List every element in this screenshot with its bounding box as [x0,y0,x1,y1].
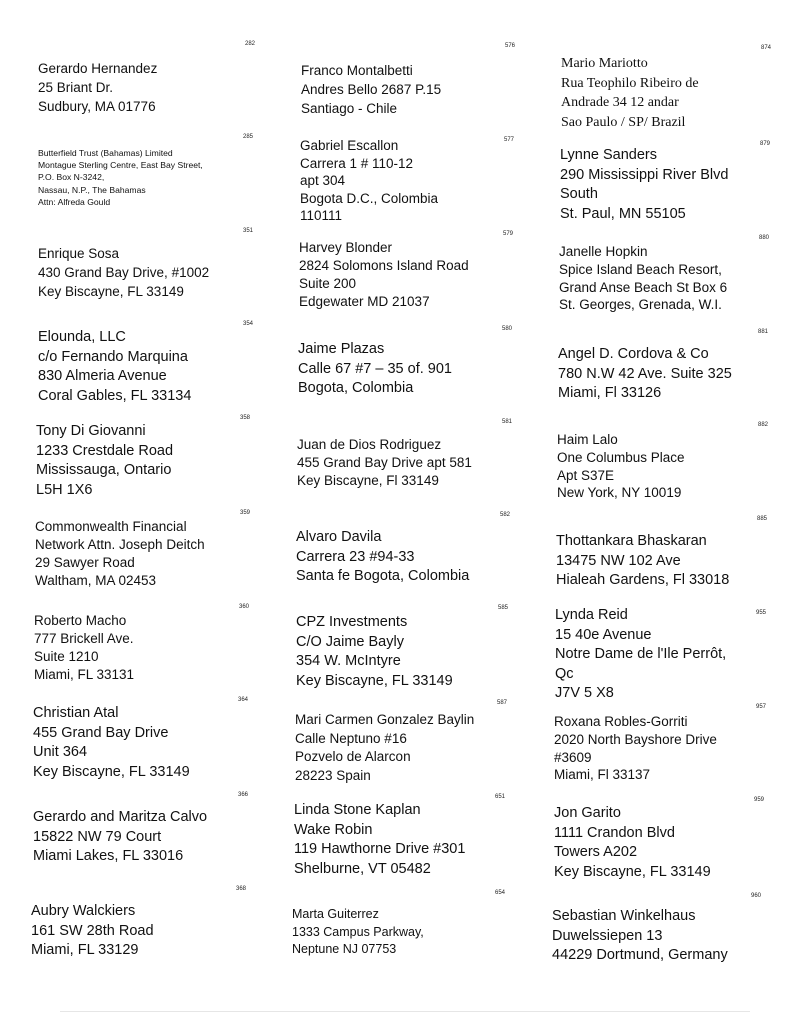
recipient-name: Jon Garito [554,805,621,821]
address-lines [298,340,538,399]
address-lines [35,518,275,590]
address-line: Rua Teophilo Ribeiro de [561,75,699,91]
address-line: New York, NY 10019 [557,485,682,501]
address-line: 1111 Crandon Blvd [554,824,675,841]
address-line: #3609 [554,749,592,765]
address-lines [295,711,535,785]
address-line: 2824 Solomons Island Road [299,258,469,273]
recipient-name: Linda Stone Kaplan [294,802,421,818]
address-line: 1333 Campus Parkway, [292,924,424,939]
address-line: Santiago - Chile [301,101,398,116]
label-number: 654 [495,890,506,896]
address-lines [297,436,537,490]
address-line: Coral Gables, FL 33134 [38,387,192,404]
address-line: Miami, FL 33129 [31,942,139,958]
address-line: 161 SW 28th Road [31,922,154,939]
address-line: 110111 [300,208,343,223]
address-line: Montague Sterling Centre, East Bay Street, [38,160,203,171]
address-line: Spice Island Beach Resort, [559,261,722,277]
address-line: P.O. Box N-3242, [38,172,105,183]
address-line: 119 Hawthorne Drive #301 [294,841,466,857]
label-number: 354 [243,321,254,327]
address-lines [31,902,271,961]
address-line: 830 Almeria Avenue [38,368,167,384]
address-line: 15 40e Avenue [555,626,652,643]
address-lines [34,612,274,684]
address-line: c/o Fernando Marquina [38,348,188,365]
address-line: Waltham, MA 02453 [35,573,157,588]
page-bottom-rule [60,1011,750,1012]
address-line: Sudbury, MA 01776 [38,99,156,114]
address-line: Suite 200 [299,276,357,291]
address-line: Key Biscayne, FL 33149 [38,284,184,299]
label-number: 960 [751,893,762,899]
address-line: 28223 Spain [295,767,371,783]
address-lines [33,808,273,867]
recipient-name: Sebastian Winkelhaus [552,908,696,924]
recipient-name: Marta Guiterrez [292,907,379,921]
recipient-name: Gerardo Hernandez [38,61,158,76]
address-lines [296,613,536,691]
address-lines [38,328,278,406]
address-line: Miami, Fl 33137 [554,767,651,783]
address-line: Wake Robin [294,821,373,838]
recipient-name: Franco Montalbetti [301,63,413,78]
address-line: Notre Dame de l'Ile Perrôt, [555,646,727,662]
address-line: Calle 67 #7 – 35 of. 901 [298,360,452,377]
address-line: Shelburne, VT 05482 [294,860,431,877]
label-number: 582 [500,512,511,518]
address-line: 15822 NW 79 Court [33,828,162,845]
address-lines [300,137,540,225]
address-lines [294,801,534,879]
address-line: Carrera 23 #94-33 [296,548,415,565]
recipient-name: Tony Di Giovanni [36,423,146,439]
address-line: Miami, Fl 33126 [558,385,662,401]
address-line: Mississauga, Ontario [36,462,172,478]
recipient-name: Alvaro Davila [296,529,382,545]
address-line: C/O Jaime Bayly [296,633,404,650]
recipient-name: Roxana Robles-Gorriti [554,714,688,729]
recipient-name: Commonwealth Financial [35,519,187,534]
label-number: 577 [504,137,515,143]
label-number: 880 [759,235,770,241]
recipient-name: Gabriel Escallon [300,138,399,153]
label-number: 285 [243,134,254,140]
label-number: 368 [236,886,247,892]
address-lines [561,54,792,132]
address-line: 354 W. McIntyre [296,653,401,669]
address-line: 29 Sawyer Road [35,555,135,570]
address-line: 25 Briant Dr. [38,80,114,95]
recipient-name: Aubry Walckiers [31,903,136,919]
recipient-name: CPZ Investments [296,614,408,630]
address-lines [33,704,273,782]
recipient-name: Mario Mariotto [561,56,648,71]
address-line: Miami, FL 33131 [34,667,135,682]
address-line: Bogota, Colombia [298,380,414,396]
recipient-name: Mari Carmen Gonzalez Baylin [295,712,475,727]
recipient-name: Janelle Hopkin [559,244,648,259]
label-number: 576 [505,43,516,49]
recipient-name: Thottankara Bhaskaran [556,533,707,549]
address-line: Unit 364 [33,744,88,760]
label-number: 360 [239,604,250,610]
address-lines [554,713,792,784]
recipient-name: Roberto Macho [34,613,127,628]
address-line: Towers A202 [554,844,638,860]
recipient-name: Haim Lalo [557,432,618,447]
address-line: apt 304 [300,173,346,188]
label-number: 587 [497,700,508,706]
address-line: 455 Grand Bay Drive [33,724,169,741]
address-line: Andrade 34 12 andar [561,95,679,110]
label-number: 282 [245,41,256,47]
label-number: 351 [243,228,254,234]
label-number: 959 [754,797,765,803]
label-number: 366 [238,792,249,798]
label-number: 581 [502,419,513,425]
address-line: Andres Bello 2687 P.15 [301,82,442,97]
address-line: 430 Grand Bay Drive, #1002 [38,265,210,280]
label-number: 957 [756,704,767,710]
address-line: Key Biscayne, FL 33149 [33,763,190,780]
address-lines [559,243,792,314]
label-number: 885 [757,516,768,522]
address-lines [38,147,278,208]
label-number: 881 [758,329,769,335]
address-line: Apt S37E [557,467,615,483]
address-line: Attn: Alfreda Gould [38,196,111,207]
recipient-name: Enrique Sosa [38,246,120,261]
address-line: 1233 Crestdale Road [36,442,174,459]
address-line: Miami Lakes, FL 33016 [33,848,184,864]
label-number: 364 [238,697,249,703]
label-number: 359 [240,510,251,516]
address-line: Santa fe Bogota, Colombia [296,568,470,584]
address-line: St. Paul, MN 55105 [560,205,686,222]
address-line: 777 Brickell Ave. [34,631,134,646]
recipient-name: Lynda Reid [555,607,628,623]
address-line: St. Georges, Grenada, W.I. [559,297,722,313]
address-lines [36,422,276,500]
address-line: Network Attn. Joseph Deitch [35,537,205,552]
address-lines [557,431,792,502]
address-lines [38,244,278,301]
label-number: 579 [503,231,514,237]
recipient-name: Jaime Plazas [298,341,385,357]
address-line: Qc [555,665,574,682]
address-lines [296,528,536,587]
address-line: Nassau, N.P., The Bahamas [38,184,146,195]
address-lines [556,532,792,591]
address-lines [38,59,278,116]
recipient-name: Angel D. Cordova & Co [558,346,709,362]
address-line: 44229 Dortmund, Germany [552,947,728,963]
address-lines [560,146,792,224]
label-number: 874 [761,45,772,51]
label-number: 580 [502,326,513,332]
address-line: Sao Paulo / SP/ Brazil [561,114,686,130]
address-line: J7V 5 X8 [555,685,614,701]
address-line: South [560,186,598,202]
address-lines [555,606,792,704]
address-line: Hialeah Gardens, Fl 33018 [556,572,730,588]
address-lines [299,239,539,311]
address-line: Key Biscayne, FL 33149 [296,672,453,689]
recipient-name: Harvey Blonder [299,240,393,255]
address-lines [558,345,792,404]
address-line: Edgewater MD 21037 [299,294,430,309]
address-line: Duwelssiepen 13 [552,927,663,944]
address-line: Key Biscayne, FL 33149 [554,863,711,880]
address-lines [292,906,532,959]
address-line: Key Biscayne, Fl 33149 [297,473,439,488]
address-line: 2020 North Bayshore Drive [554,731,717,747]
address-lines [301,61,541,118]
address-line: L5H 1X6 [36,481,93,498]
address-line: Calle Neptuno #16 [295,730,407,746]
address-line: Pozvelo de Alarcon [295,749,411,764]
address-line: 780 N.W 42 Ave. Suite 325 [558,365,732,382]
address-line: Grand Anse Beach St Box 6 [559,279,728,295]
label-number: 879 [760,141,771,147]
label-number: 882 [758,422,769,428]
label-number: 651 [495,794,506,800]
label-number: 585 [498,605,509,611]
recipient-name: Butterfield Trust (Bahamas) Limited [38,148,173,158]
label-number: 358 [240,415,251,421]
address-line: Carrera 1 # 110-12 [300,155,414,171]
address-line: Neptune NJ 07753 [292,942,397,956]
address-lines [554,804,792,882]
address-line: One Columbus Place [557,449,685,465]
address-line: 290 Mississippi River Blvd [560,166,729,183]
recipient-name: Juan de Dios Rodriguez [297,437,442,452]
address-line: Suite 1210 [34,649,99,664]
address-line: 455 Grand Bay Drive apt 581 [297,455,472,470]
address-line: 13475 NW 102 Ave [556,552,681,569]
recipient-name: Gerardo and Maritza Calvo [33,809,208,825]
recipient-name: Christian Atal [33,705,119,721]
address-line: Bogota D.C., Colombia [300,190,439,206]
recipient-name: Elounda, LLC [38,329,126,345]
label-number: 955 [756,610,767,616]
recipient-name: Lynne Sanders [560,147,658,163]
address-lines [552,907,792,966]
